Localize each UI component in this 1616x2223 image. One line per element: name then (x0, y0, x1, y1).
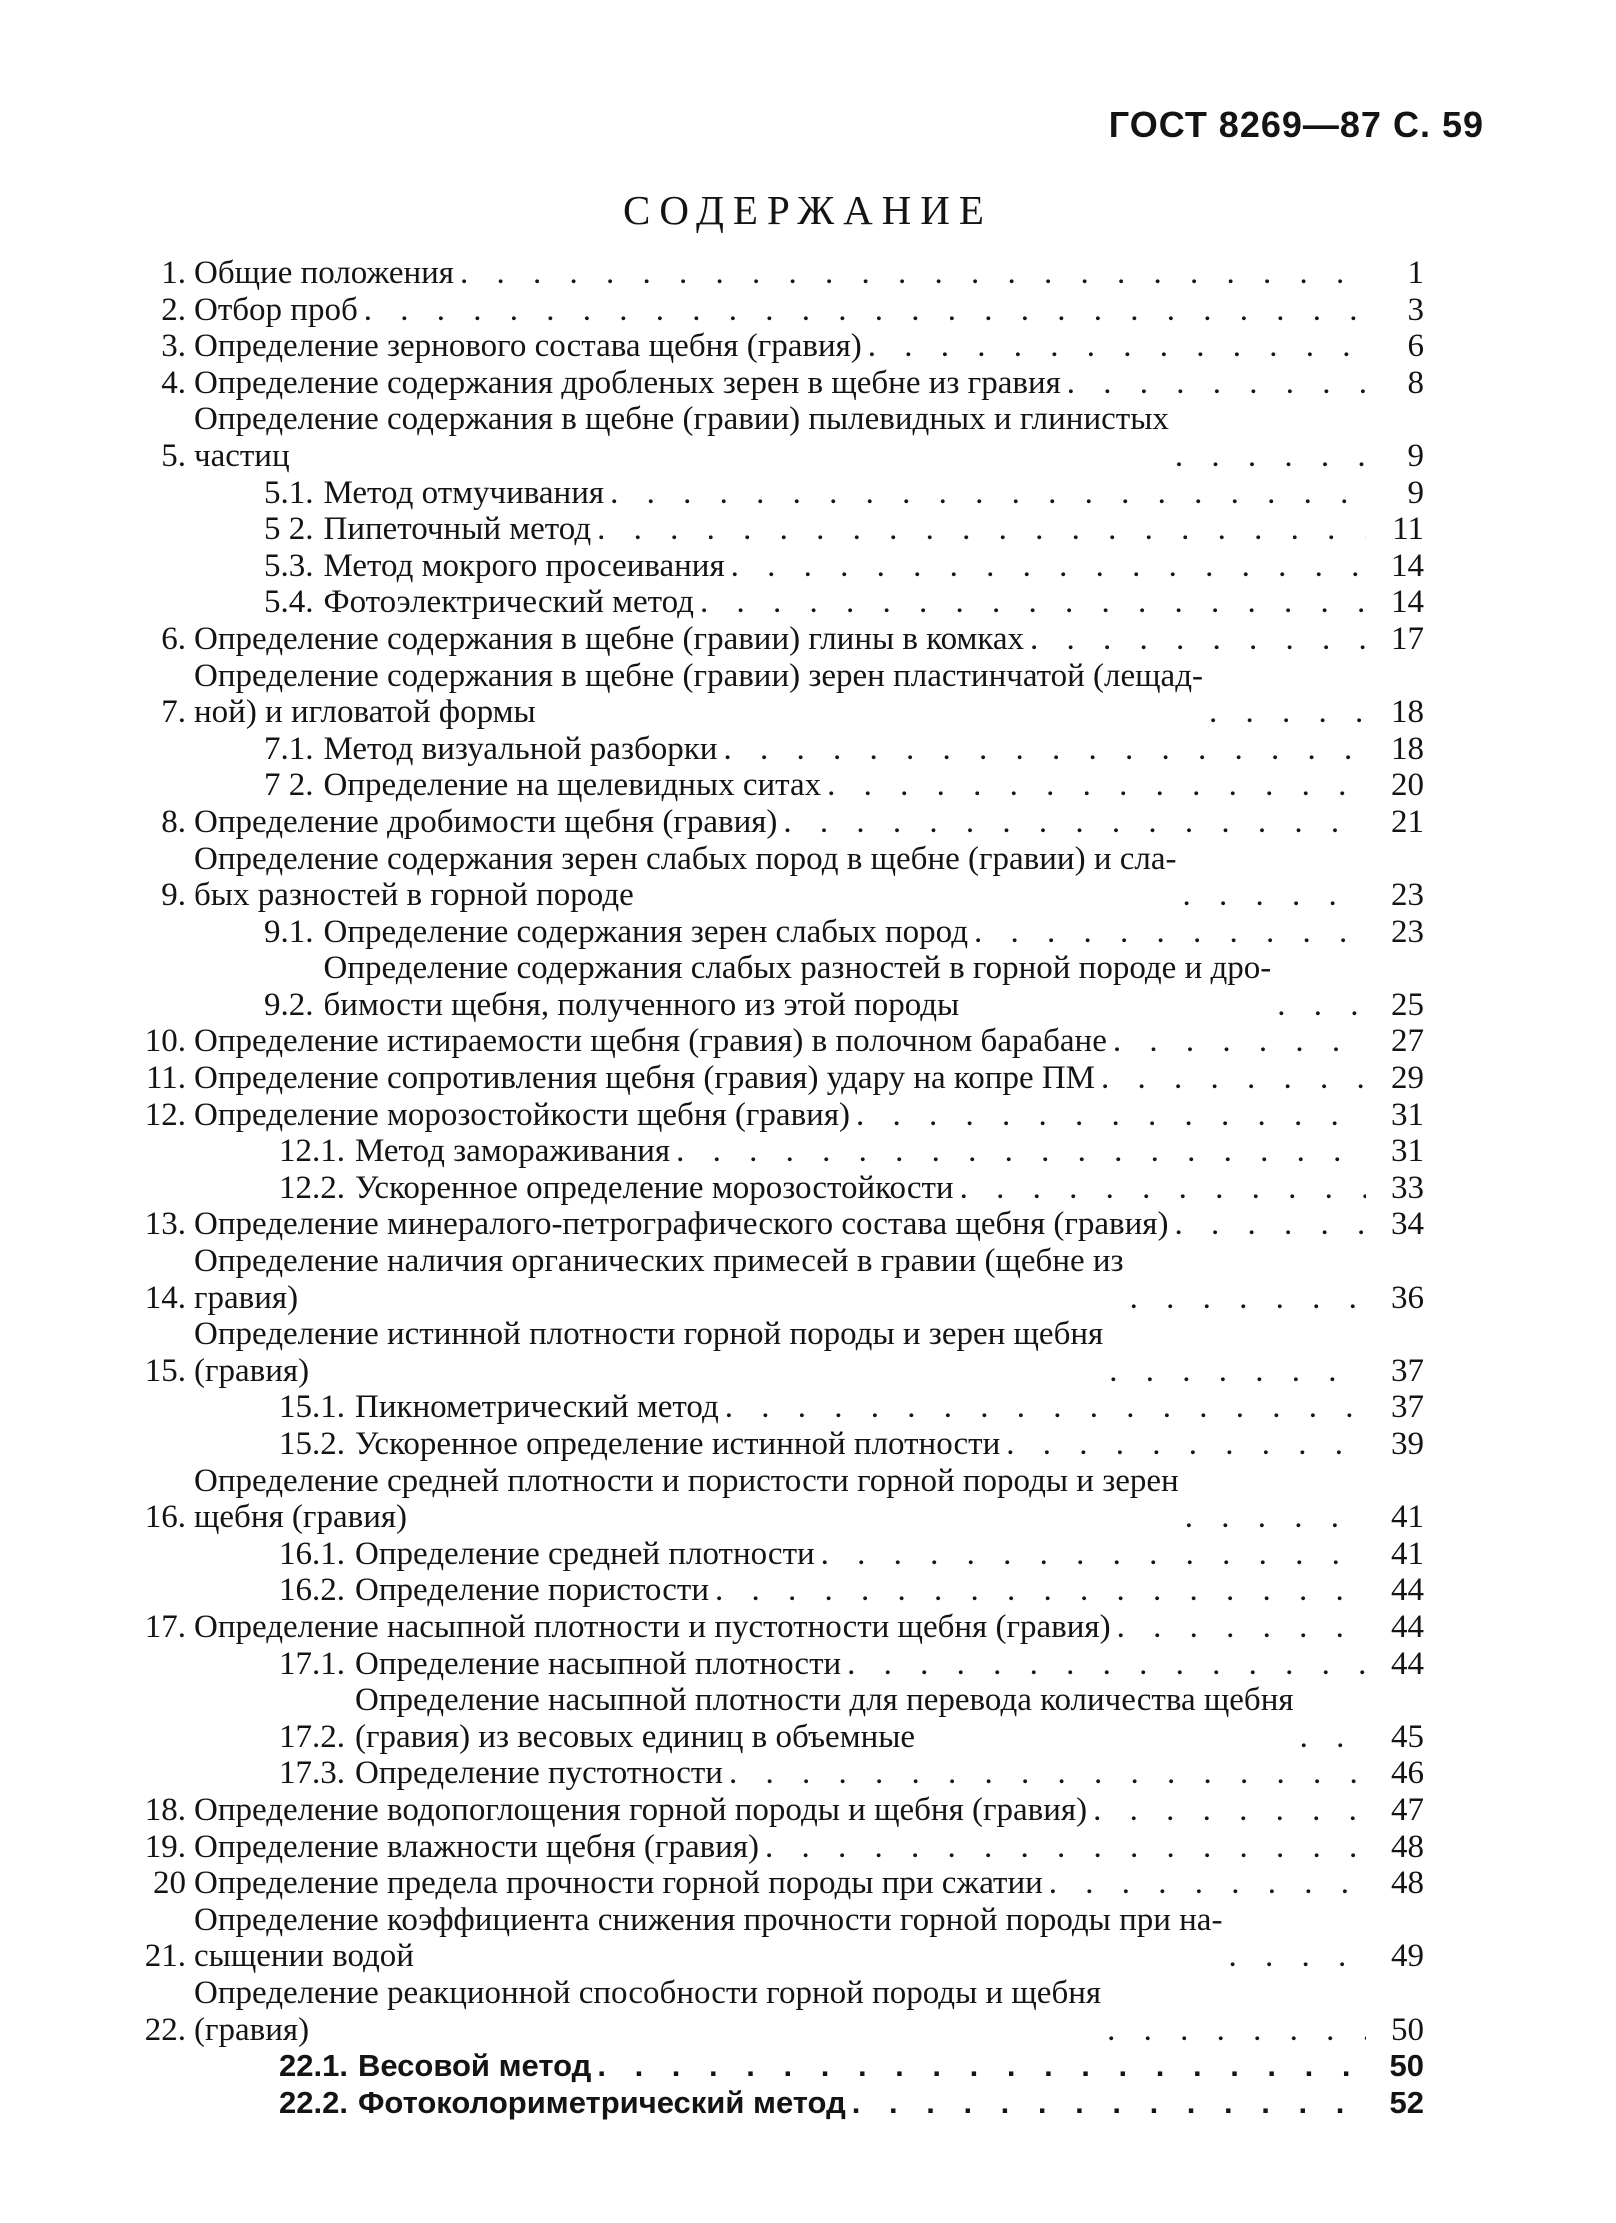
toc-entry-title (194, 1060, 1095, 1097)
toc-entry-title-line: (гравия) (194, 1352, 310, 1389)
toc-page-number: 44 (1391, 1645, 1424, 1682)
dot-leader (1174, 1206, 1366, 1243)
toc-page-number: 14 (1391, 584, 1424, 621)
toc-entry (124, 548, 1424, 585)
toc-page-number: 23 (1391, 877, 1424, 914)
toc-page-number: 50 (1391, 2011, 1424, 2048)
toc-entry-title-line: Определение средней плотности и пористости горной породы и зерен (194, 1462, 1179, 1499)
toc-subentry-number: 12.1. (279, 1133, 345, 1170)
toc-entry (124, 1389, 1424, 1426)
toc-page-number: 34 (1391, 1206, 1424, 1243)
toc-page-number: 37 (1391, 1352, 1424, 1389)
toc-page-number: 41 (1391, 1535, 1424, 1572)
toc-page-number: 46 (1391, 1755, 1424, 1792)
toc-entry-title (355, 1170, 954, 1207)
dot-leader (610, 475, 1366, 512)
toc-entry-number: 3. (161, 328, 186, 365)
dot-leader (1067, 365, 1366, 402)
toc-entry-title-line: Пикнометрический метод (355, 1389, 719, 1426)
toc-entry-number: 12. (144, 1096, 186, 1133)
toc-entry-title-line: Метод замораживания (355, 1133, 671, 1170)
toc-entry-title-line: Общие положения (194, 255, 454, 291)
toc-entry-title-line: (гравия) (194, 2011, 310, 2048)
toc-page-number: 49 (1391, 1938, 1424, 1975)
toc-entry-title-line: ной) и игловатой формы (194, 694, 536, 731)
toc-entry-title-line: Определение сопротивления щебня (гравия) удару на копре ПМ (194, 1060, 1096, 1097)
toc-entry-title (194, 1243, 1124, 1316)
dot-leader (700, 584, 1366, 621)
toc-entry-title (194, 1023, 1107, 1060)
toc-entry-title-line: частиц (194, 437, 290, 474)
toc-entry-title-line: Определение зернового состава щебня (гравия) (194, 328, 862, 365)
toc-entry-title-line: Пипеточный метод (323, 511, 592, 548)
toc-entry-title-line: Метод мокрого просеивания (323, 547, 725, 584)
toc-subentry-number: 16.1. (279, 1535, 345, 1572)
dot-leader (1101, 1060, 1366, 1097)
toc-entry-title (194, 1316, 1103, 1389)
toc-page-number: 47 (1391, 1791, 1424, 1828)
dot-leader (1113, 1023, 1366, 1060)
dot-leader (1006, 1426, 1366, 1463)
toc-entry-number: 14. (144, 1279, 186, 1316)
toc-entry-title-line: Метод отмучивания (323, 474, 605, 511)
toc-entry-title-line: Определение влажности щебня (гравия) (194, 1828, 760, 1865)
dot-leader (364, 292, 1366, 329)
dot-leader (868, 328, 1366, 365)
toc-entry-number: 21. (144, 1938, 186, 1975)
toc-page-number: 37 (1391, 1389, 1424, 1426)
toc-entry-title (324, 767, 822, 804)
toc-entry-title (324, 584, 694, 621)
toc-entry-title-line: Фотоколориметрический метод (357, 2084, 846, 2120)
toc-entry-title (355, 1646, 841, 1683)
dot-leader (1093, 1792, 1366, 1829)
toc-entry-title (324, 731, 718, 768)
toc-entry-number: 5. (161, 437, 186, 474)
table-of-contents (124, 255, 1424, 2121)
toc-page-number: 23 (1391, 913, 1424, 950)
toc-entry-title-line: Отбор проб (194, 291, 358, 328)
dot-leader (1228, 1938, 1366, 1975)
toc-entry (124, 1206, 1424, 1243)
toc-entry-title-line: Ускоренное определение морозостойкости (355, 1169, 954, 1206)
toc-page-number: 36 (1391, 1279, 1424, 1316)
toc-entry-title (324, 548, 725, 585)
toc-entry (124, 658, 1424, 731)
dot-leader (1107, 2012, 1366, 2049)
toc-page-number: 21 (1391, 803, 1424, 840)
toc-entry-title-line: Определение пустотности (355, 1755, 723, 1792)
toc-page-number: 33 (1391, 1169, 1424, 1206)
toc-page-number: 18 (1391, 694, 1424, 731)
toc-entry-title (324, 475, 605, 512)
toc-entry (124, 2048, 1424, 2085)
toc-subentry-number: 9.1. (264, 913, 314, 950)
toc-entry-title-line: Определение водопоглощения горной породы и щебня (гравия) (194, 1791, 1088, 1828)
toc-entry (124, 255, 1424, 292)
toc-entry (124, 584, 1424, 621)
toc-entry (124, 621, 1424, 658)
toc-entry-number: 15. (144, 1352, 186, 1389)
dot-leader (1049, 1865, 1366, 1902)
toc-subentry-number: 7 2. (264, 767, 314, 804)
toc-entry (124, 1792, 1424, 1829)
toc-page-number: 3 (1407, 291, 1424, 328)
toc-entry-title-line: щебня (гравия) (194, 1499, 408, 1536)
toc-entry (124, 401, 1424, 474)
toc-entry-title (194, 621, 1024, 658)
toc-entry-title-line: сыщении водой (194, 1938, 414, 1975)
toc-entry-title-line: Определение содержания в щебне (гравии) пылевидных и глинистых (194, 401, 1169, 438)
toc-entry-title (194, 1902, 1222, 1975)
toc-entry-title-line: Фотоэлектрический метод (323, 584, 694, 621)
toc-entry-title (194, 1463, 1179, 1536)
toc-entry (124, 1902, 1424, 1975)
toc-entry-title (194, 1975, 1101, 2048)
toc-entry (124, 1170, 1424, 1207)
dot-leader (847, 1646, 1366, 1683)
toc-subentry-number: 5 2. (264, 511, 314, 548)
toc-page-number: 52 (1389, 2084, 1424, 2120)
toc-entry-title-line: Определение содержания дробленых зерен в щебне из гравия (194, 364, 1061, 401)
toc-entry-title (355, 1572, 709, 1609)
toc-entry (124, 475, 1424, 512)
toc-entry-title-line: гравия) (194, 1279, 299, 1316)
toc-page-number: 29 (1391, 1060, 1424, 1097)
dot-leader (1117, 1609, 1366, 1646)
toc-page-number: 50 (1389, 2048, 1424, 2084)
toc-entry-number: 18. (144, 1791, 186, 1828)
dot-leader (1182, 877, 1366, 914)
toc-entry-title-line: Определение насыпной плотности для перевода количества щебня (355, 1682, 1294, 1719)
dot-leader (1130, 1280, 1366, 1317)
dot-leader (1209, 694, 1366, 731)
dot-leader (783, 804, 1366, 841)
toc-page-number: 39 (1391, 1426, 1424, 1462)
toc-entry-number: 16. (144, 1499, 186, 1536)
dot-leader (1277, 987, 1366, 1024)
toc-entry-title (194, 292, 358, 329)
toc-entry-title-line: Определение дробимости щебня (гравия) (194, 803, 778, 840)
toc-entry (124, 328, 1424, 365)
dot-leader (1175, 438, 1366, 475)
toc-entry-title-line: Определение истинной плотности горной породы и зерен щебня (194, 1316, 1104, 1353)
toc-subentry-number: 15.1. (279, 1389, 345, 1426)
toc-entry-title-line: Определение на щелевидных ситах (323, 767, 822, 804)
toc-entry-title (355, 1133, 670, 1170)
toc-entry-title (355, 1536, 815, 1573)
toc-page-number: 9 (1407, 474, 1424, 511)
toc-subentry-number: 17.3. (279, 1755, 345, 1792)
toc-entry-title (358, 2085, 846, 2122)
toc-page-number: 44 (1391, 1572, 1424, 1609)
toc-subentry-number: 22.1. (279, 2048, 348, 2084)
toc-subentry-number: 5.3. (264, 547, 314, 584)
toc-entry (124, 1536, 1424, 1573)
dot-leader (1030, 621, 1366, 658)
toc-entry-number: 9. (161, 877, 186, 914)
toc-entry-number: 8. (161, 803, 186, 840)
toc-page-number: 31 (1391, 1096, 1424, 1133)
toc-entry (124, 767, 1424, 804)
toc-entry-title (355, 1755, 723, 1792)
toc-entry-title (194, 658, 1203, 731)
toc-page-number: 48 (1391, 1828, 1424, 1865)
toc-page-number: 27 (1391, 1023, 1424, 1060)
toc-entry (124, 914, 1424, 951)
toc-entry (124, 1975, 1424, 2048)
toc-entry (124, 1865, 1424, 1902)
toc-entry-title (194, 1829, 759, 1866)
toc-entry-title-line: Определение содержания в щебне (гравии) зерен пластинчатой (лещад- (194, 657, 1203, 694)
toc-entry (124, 1243, 1424, 1316)
toc-page-number: 45 (1391, 1718, 1424, 1755)
toc-entry-title-line: Определение реакционной способности горной породы и щебня (194, 1974, 1102, 2011)
toc-entry-title (194, 1206, 1168, 1243)
toc-entry-title (355, 1389, 719, 1426)
toc-page-number: 17 (1391, 620, 1424, 657)
toc-entry (124, 1682, 1424, 1755)
toc-entry (124, 1463, 1424, 1536)
toc-entry-number: 19. (144, 1828, 186, 1865)
toc-entry-title-line: (гравия) из весовых единиц в объемные (355, 1718, 916, 1755)
toc-entry-title-line: Определение коэффициента снижения прочности горной породы при на- (194, 1901, 1223, 1938)
toc-entry-title (324, 914, 969, 951)
toc-entry-title-line: Определение морозостойкости щебня (гравия) (194, 1096, 850, 1133)
toc-subentry-number: 9.2. (264, 986, 314, 1023)
toc-entry (124, 841, 1424, 914)
dot-leader (827, 767, 1366, 804)
dot-leader (676, 1133, 1366, 1170)
dot-leader (765, 1829, 1366, 1866)
toc-entry-title (194, 255, 454, 292)
toc-entry-title-line: бимости щебня, полученного из этой породы (323, 986, 960, 1023)
toc-entry (124, 731, 1424, 768)
toc-subentry-number: 5.1. (264, 474, 314, 511)
toc-subentry-number: 17.2. (279, 1718, 345, 1755)
toc-entry-title-line: Определение насыпной плотности и пустотности щебня (гравия) (194, 1608, 1111, 1645)
toc-entry-title (355, 1426, 1000, 1463)
toc-entry-title (194, 401, 1169, 474)
toc-entry (124, 1316, 1424, 1389)
toc-subentry-number: 7.1. (264, 730, 314, 767)
toc-entry (124, 2085, 1424, 2122)
toc-entry-title-line: Ускоренное определение истинной плотности (355, 1426, 1001, 1462)
toc-page-number: 41 (1391, 1499, 1424, 1536)
dot-leader (960, 1170, 1366, 1207)
toc-entry (124, 1133, 1424, 1170)
dot-leader (597, 2048, 1366, 2085)
toc-entry (124, 1572, 1424, 1609)
toc-entry-title-line: Определение содержания зерен слабых пород (323, 913, 969, 950)
toc-entry-title (358, 2048, 591, 2085)
toc-entry (124, 1426, 1424, 1463)
toc-subentry-number: 5.4. (264, 584, 314, 621)
toc-page-number: 8 (1407, 364, 1424, 401)
toc-entry-number: 6. (161, 620, 186, 657)
dot-leader (1185, 1499, 1366, 1536)
toc-entry (124, 1023, 1424, 1060)
toc-entry (124, 804, 1424, 841)
dot-leader (1300, 1719, 1366, 1756)
toc-page-number: 48 (1391, 1865, 1424, 1902)
toc-entry-title (324, 950, 1272, 1023)
toc-page-number: 6 (1407, 328, 1424, 365)
toc-entry-number: 17. (144, 1608, 186, 1645)
toc-entry-title-line: Определение наличия органических примесей в гравии (щебне из (194, 1243, 1124, 1280)
toc-entry-title-line: Определение предела прочности горной породы при сжатии (194, 1865, 1043, 1902)
toc-entry (124, 950, 1424, 1023)
toc-page-number: 44 (1391, 1608, 1424, 1645)
toc-entry-title-line: Определение содержания зерен слабых пород в щебне (гравии) и сла- (194, 840, 1177, 877)
toc-entry-number: 4. (161, 364, 186, 401)
toc-entry-number: 20 (153, 1865, 186, 1902)
toc-entry-title (355, 1682, 1294, 1755)
toc-entry-number: 1. (161, 255, 186, 291)
toc-subentry-number: 22.2. (279, 2084, 348, 2120)
toc-entry-title (324, 511, 592, 548)
toc-entry-number: 22. (144, 2011, 186, 2048)
toc-entry-title-line: Определение содержания в щебне (гравии) глины в комках (194, 620, 1025, 657)
toc-entry-title (194, 328, 862, 365)
dot-leader (729, 1755, 1366, 1792)
toc-entry-number: 10. (144, 1023, 186, 1060)
toc-page-number: 11 (1392, 511, 1424, 548)
toc-page-number: 14 (1391, 547, 1424, 584)
toc-page-number: 18 (1391, 730, 1424, 767)
toc-entry-title (194, 1097, 850, 1134)
running-head: ГОСТ 8269—87 С. 59 (1108, 104, 1484, 145)
page-title: СОДЕРЖАНИЕ (623, 187, 993, 233)
toc-entry-title-line: Весовой метод (357, 2048, 592, 2084)
toc-page-number: 20 (1391, 767, 1424, 804)
toc-entry-title-line: Определение истираемости щебня (гравия) в полочном барабане (194, 1023, 1107, 1060)
dot-leader (715, 1572, 1366, 1609)
toc-page-number: 31 (1391, 1133, 1424, 1170)
toc-subentry-number: 16.2. (279, 1572, 345, 1609)
toc-entry-number: 11. (145, 1060, 186, 1097)
toc-page-number: 25 (1391, 986, 1424, 1023)
dot-leader (460, 255, 1366, 292)
toc-subentry-number: 15.2. (279, 1426, 345, 1462)
toc-entry-title (194, 1609, 1111, 1646)
toc-entry (124, 365, 1424, 402)
toc-entry (124, 511, 1424, 548)
toc-entry (124, 1646, 1424, 1683)
toc-entry-title-line: Метод визуальной разборки (323, 730, 718, 767)
toc-entry-title-line: Определение средней плотности (355, 1535, 815, 1572)
dot-leader (974, 914, 1366, 951)
toc-entry-title (194, 804, 777, 841)
dot-leader (1109, 1353, 1366, 1390)
toc-entry-title-line: бых разностей в горной породе (194, 877, 634, 914)
toc-entry-title (194, 841, 1176, 914)
dot-leader (725, 1389, 1366, 1426)
dot-leader (821, 1536, 1366, 1573)
toc-entry (124, 1829, 1424, 1866)
toc-entry-title-line: Определение содержания слабых разностей в горной породе и дро- (323, 950, 1272, 987)
toc-page-number: 1 (1407, 255, 1424, 291)
toc-entry (124, 1609, 1424, 1646)
toc-entry-title-line: Определение пористости (355, 1572, 709, 1609)
dot-leader (731, 548, 1366, 585)
toc-entry-title (194, 1865, 1043, 1902)
toc-entry-title-line: Определение насыпной плотности (355, 1645, 842, 1682)
toc-entry-title (194, 365, 1061, 402)
dot-leader (852, 2085, 1366, 2122)
toc-entry-title (194, 1792, 1087, 1829)
toc-entry-number: 13. (144, 1206, 186, 1243)
dot-leader (597, 511, 1366, 548)
toc-entry-number: 7. (161, 694, 186, 731)
toc-subentry-number: 17.1. (279, 1645, 345, 1682)
dot-leader (723, 731, 1366, 768)
toc-entry (124, 1755, 1424, 1792)
toc-entry (124, 1060, 1424, 1097)
toc-subentry-number: 12.2. (279, 1169, 345, 1206)
toc-page-number: 9 (1407, 437, 1424, 474)
toc-entry (124, 1097, 1424, 1134)
toc-entry-number: 2. (161, 291, 186, 328)
toc-entry-title-line: Определение минералого-петрографического состава щебня (гравия) (194, 1206, 1169, 1243)
toc-entry (124, 292, 1424, 329)
dot-leader (856, 1097, 1366, 1134)
